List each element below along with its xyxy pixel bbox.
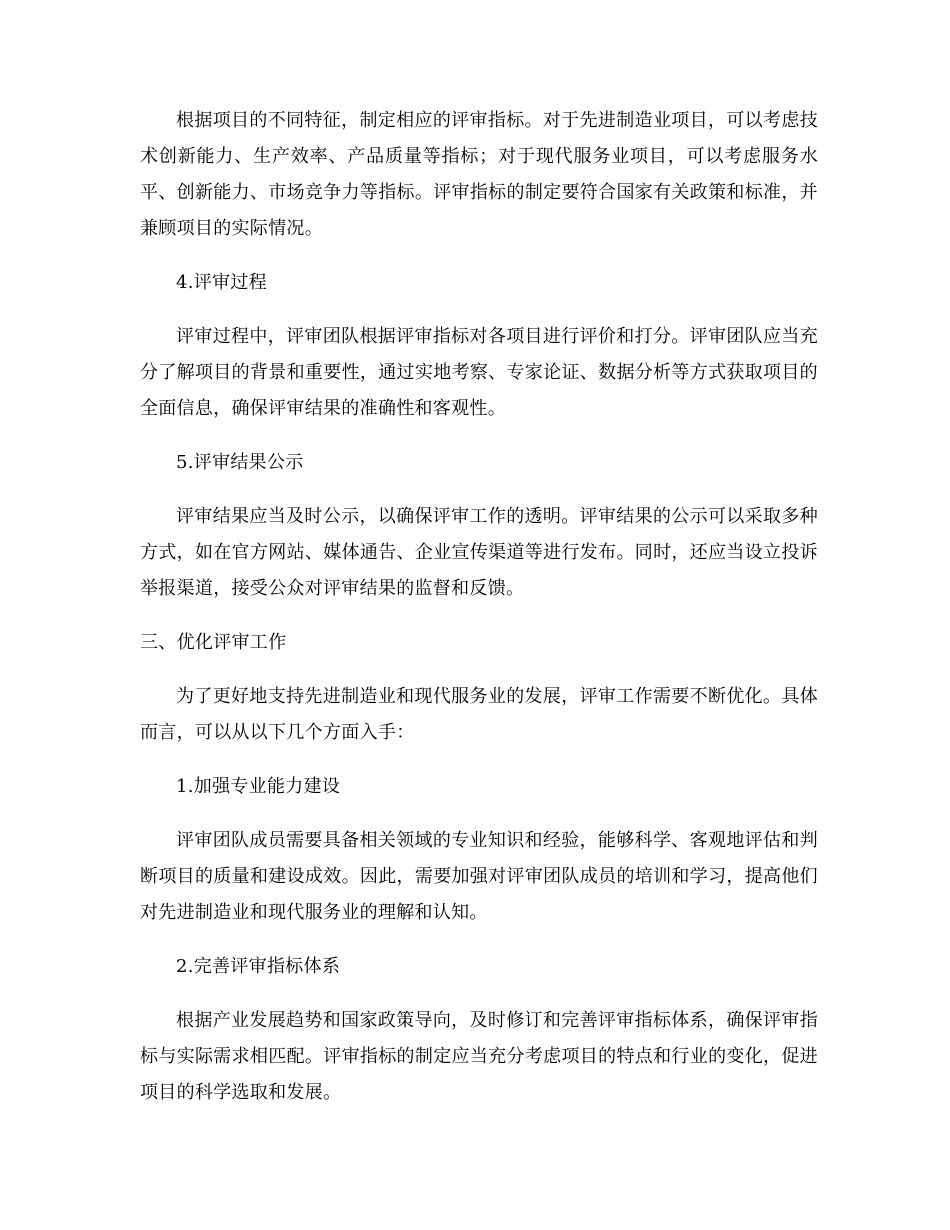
paragraph-evaluation-criteria: 根据项目的不同特征，制定相应的评审指标。对于先进制造业项目，可以考虑技术创新能力、生产效率、产品质量等指标；对于现代服务业项目，可以考虑服务水平、创新能力、市场竞争力等指标。评审指标的制定要符合国家有关政策和标准，并兼顾项目的实际情况。 (140, 110, 818, 239)
subheading-indicator-system: 2.完善评审指标体系 (176, 956, 341, 977)
paragraph-review-process: 评审过程中，评审团队根据评审指标对各项目进行评价和打分。评审团队应当充分了解项目的背景和重要性，通过实地考察、专家论证、数据分析等方式获取项目的全面信息，确保评审结果的准确性和客观性。 (140, 326, 818, 419)
document-body (140, 103, 818, 1129)
paragraph-optimize-intro: 为了更好地支持先进制造业和现代服务业的发展，评审工作需要不断优化。具体而言，可以从以下几个方面入手： (140, 686, 818, 743)
section-heading-optimize-review: 三、优化评审工作 (140, 632, 287, 653)
subheading-review-process: 4.评审过程 (176, 272, 267, 293)
subheading-professional-capacity: 1.加强专业能力建设 (176, 776, 341, 797)
paragraph-indicator-system: 根据产业发展趋势和国家政策导向，及时修订和完善评审指标体系，确保评审指标与实际需求相匹配。评审指标的制定应当充分考虑项目的特点和行业的变化，促进项目的科学选取和发展。 (140, 1010, 818, 1103)
paragraph-professional-capacity: 评审团队成员需要具备相关领域的专业知识和经验，能够科学、客观地评估和判断项目的质量和建设成效。因此，需要加强对评审团队成员的培训和学习，提高他们对先进制造业和现代服务业的理解和认知。 (140, 830, 818, 923)
paragraph-result-publication: 评审结果应当及时公示，以确保评审工作的透明。评审结果的公示可以采取多种方式，如在官方网站、媒体通告、企业宣传渠道等进行发布。同时，还应当设立投诉举报渠道，接受公众对评审结果的监督和反馈。 (140, 506, 818, 599)
subheading-result-publication: 5.评审结果公示 (176, 452, 304, 473)
